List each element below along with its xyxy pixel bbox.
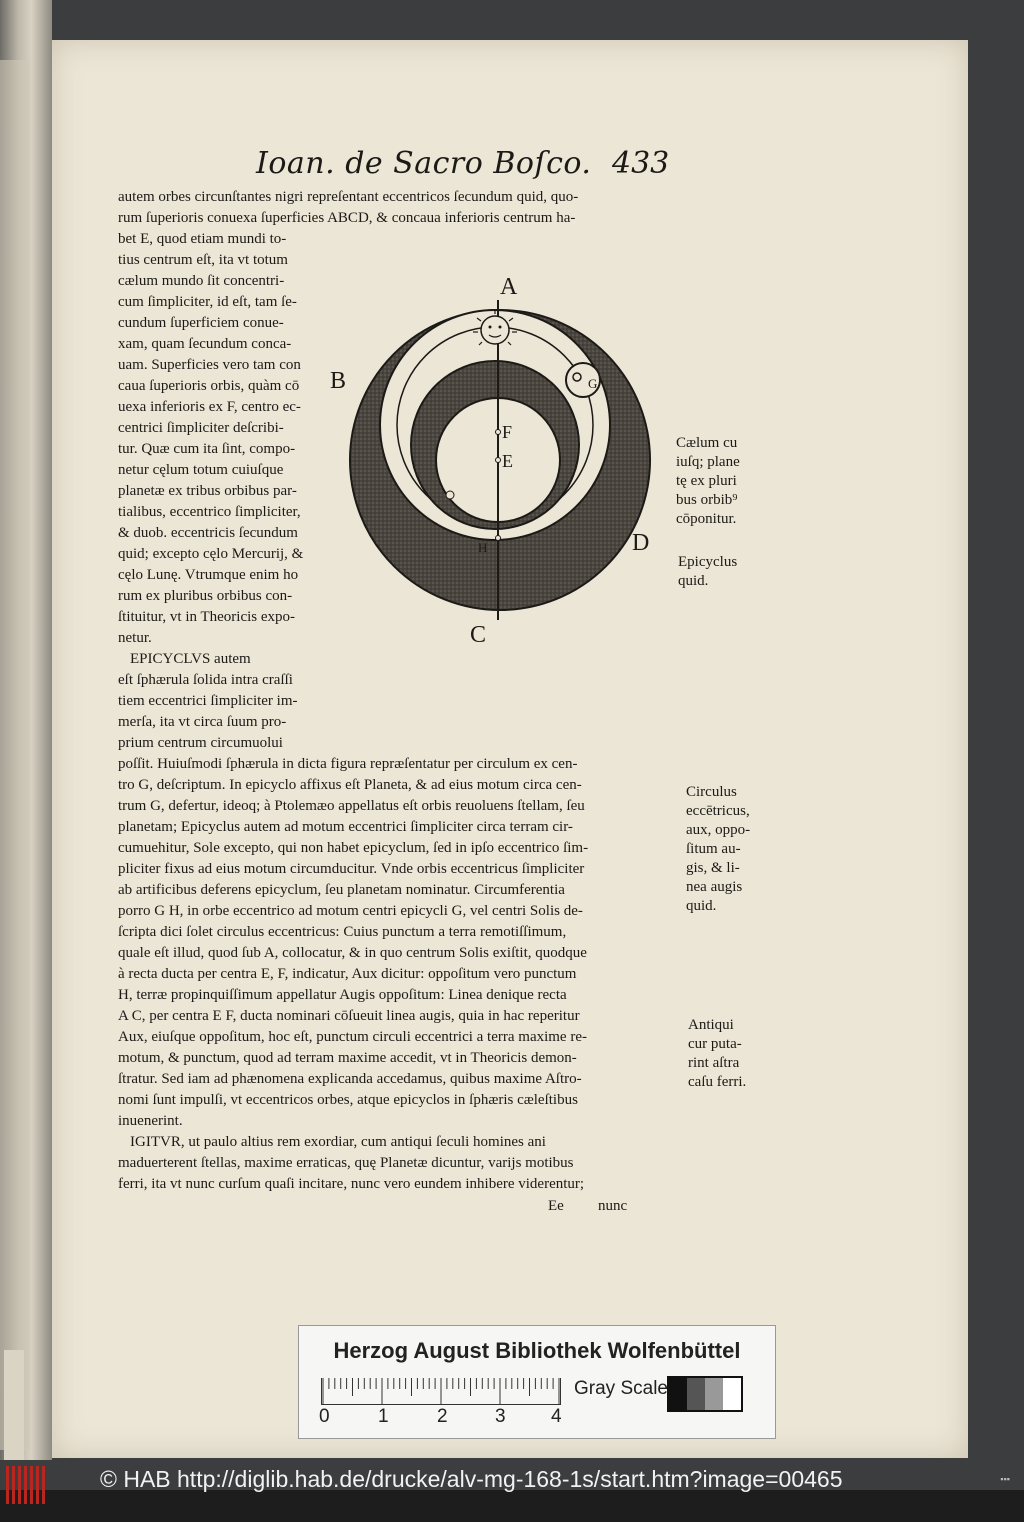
color-scale-card bbox=[298, 1325, 776, 1439]
planet-dot bbox=[446, 491, 454, 499]
text-line: quale eſt illud, quod ſub A, collocatur, & in quo centrum Solis exiſtit, quodque bbox=[118, 945, 587, 961]
text-line: caua ſuperioris orbis, quàm cō bbox=[118, 378, 300, 394]
margin-note-line: quid. bbox=[686, 898, 717, 914]
hab-logo-icon bbox=[6, 1466, 46, 1506]
text-line: IGITVR, ut paulo altius rem exordiar, cum antiqui ſeculi homines ani bbox=[130, 1134, 546, 1150]
margin-note-line: Cælum cu bbox=[676, 435, 738, 451]
text-line: A C, per centra E F, ducta nominari cōſueuit linea augis, quia in hac reperitur bbox=[118, 1008, 580, 1024]
text-line: ſtratur. Sed iam ad phænomena explicanda accedamus, quibus maxime Aſtro- bbox=[118, 1071, 582, 1087]
label-F: F bbox=[502, 422, 513, 442]
margin-note-line: caſu ferri. bbox=[688, 1074, 747, 1090]
catchword: nunc bbox=[598, 1198, 628, 1214]
text-line: netur. bbox=[118, 630, 152, 646]
label-D: D bbox=[632, 530, 650, 556]
margin-note-line: bus orbib⁹ bbox=[676, 492, 738, 508]
text-line: merſa, ita vt circa ſuum pro- bbox=[118, 714, 287, 730]
text-line: EPICYCLVS autem bbox=[130, 651, 251, 667]
text-line: quid; excepto cęlo Mercurij, & bbox=[118, 546, 304, 562]
ruler-number-1: 1 bbox=[378, 1406, 389, 1427]
label-E: E bbox=[502, 451, 513, 471]
margin-note-line: cōponitur. bbox=[676, 511, 737, 527]
text-line: uexa inferioris ex F, centro ec- bbox=[118, 399, 301, 415]
ruler-number-4: 4 bbox=[551, 1406, 562, 1427]
text-line: autem orbes circunſtantes nigri repreſentant eccentricos ſecundum quid, quo- bbox=[118, 189, 579, 205]
margin-note-line: iuſq; plane bbox=[676, 454, 740, 470]
shelf-label bbox=[4, 1350, 24, 1460]
margin-note-line: Epicyclus bbox=[678, 554, 738, 570]
text-line: ſtituitur, vt in Theoricis expo- bbox=[118, 609, 296, 625]
text-line: planetam; Epicyclus autem ad motum eccentrici ſimpliciter circa terram cir- bbox=[118, 819, 573, 835]
text-line: trum G, defertur, ideoq; à Ptolemæo appellatus eſt orbis reuoluens ſtellam, ſeu bbox=[118, 798, 585, 814]
text-line: tiem eccentrici ſimpliciter im- bbox=[118, 693, 298, 709]
text-line: tur. Quæ cum ita ſint, compo- bbox=[118, 441, 296, 457]
margin-note-line: eccētricus, bbox=[686, 803, 750, 819]
text-line: porro G H, in orbe eccentrico ad motum centri epicycli G, vel centri Solis de- bbox=[118, 903, 583, 919]
eccentric-orbs-diagram bbox=[330, 270, 660, 650]
label-H: H bbox=[478, 540, 488, 555]
text-line: H, terræ propinquiſſimum appellatur Augis oppoſitum: Linea denique recta bbox=[118, 987, 567, 1003]
gray-scale-label: Gray Scale bbox=[574, 1378, 668, 1399]
margin-note-line: aux, oppo- bbox=[686, 822, 751, 838]
text-line: prium centrum circumuolui bbox=[118, 735, 283, 751]
margin-note-line: Circulus bbox=[686, 784, 737, 800]
margin-note-line: Antiqui bbox=[688, 1017, 734, 1033]
text-line: cumuehitur, Sole excepto, qui non habet epicyclum, ſed in ipſo eccentrico ſim- bbox=[118, 840, 589, 856]
text-line: & duob. eccentricis ſecundum bbox=[118, 525, 298, 541]
text-line: cum ſimpliciter, id eſt, tam ſe- bbox=[118, 294, 297, 310]
text-line: planetæ ex tribus orbibus par- bbox=[118, 483, 297, 499]
running-title: Ioan. de Sacro Boſco. bbox=[256, 146, 592, 181]
ruler-number-2: 2 bbox=[437, 1406, 448, 1427]
text-line: poſſit. Huiuſmodi ſphærula in dicta figura repræſentatur per circulum ex cen- bbox=[118, 756, 578, 772]
text-line: ferri, ita vt nunc curſum quaſi incitare, nunc vero eundem inhibere viderentur; bbox=[118, 1176, 585, 1192]
margin-note-line: quid. bbox=[678, 573, 709, 589]
label-A: A bbox=[500, 274, 518, 300]
text-line: ab artificibus deferens epicyclum, ſeu planetam nominatur. Circumferentia bbox=[118, 882, 565, 898]
text-line: à recta ducta per centra E, F, indicatur, Aux dicitur: oppoſitum vero punctum bbox=[118, 966, 577, 982]
ruler-number-3: 3 bbox=[495, 1406, 506, 1427]
page-number: 433 bbox=[612, 146, 670, 181]
footer-bar bbox=[0, 1490, 1024, 1522]
text-line: cundum ſuperficiem conue- bbox=[118, 315, 284, 331]
text-line: ſcripta dici ſolet circulus eccentricus: Cuius punctum a terra remotiſſimum, bbox=[118, 924, 567, 940]
text-line: netur cęlum totum cuiuſque bbox=[118, 462, 284, 478]
text-line: uam. Superficies vero tam con bbox=[118, 357, 301, 373]
footer-link[interactable]: © HAB http://diglib.hab.de/drucke/alv-mg-168-1s/start.htm?image=00465 bbox=[100, 1466, 843, 1492]
text-line: tro G, deſcriptum. In epicyclo affixus eſt Planeta, & ad eius motum circa cen- bbox=[118, 777, 582, 793]
label-C: C bbox=[470, 622, 487, 648]
centimeter-ruler bbox=[321, 1378, 561, 1405]
margin-note-line: rint aſtra bbox=[688, 1055, 740, 1071]
text-line: tialibus, eccentrico ſimpliciter, bbox=[118, 504, 301, 520]
text-line: xam, quam ſecundum conca- bbox=[118, 336, 292, 352]
label-B: B bbox=[330, 368, 347, 394]
gray-scale-swatch bbox=[667, 1376, 743, 1412]
signature-mark: Ee bbox=[548, 1198, 564, 1214]
margin-note-line: ſitum au- bbox=[686, 841, 741, 857]
facing-page-edge bbox=[0, 60, 30, 1450]
text-line: motum, & punctum, quod ad terram maxime accedit, vt in Theoricis demon- bbox=[118, 1050, 577, 1066]
text-line: nomi ſunt impulſi, vt eccentricos orbes, atque epicyclos in ſphæris cæleſtibus bbox=[118, 1092, 578, 1108]
text-line: centrici ſimpliciter deſcribi- bbox=[118, 420, 284, 436]
text-line: maduerterent ſtellas, maxime erraticas, quę Planetæ dicuntur, varijs motibus bbox=[118, 1155, 574, 1171]
text-line: rum ex pluribus orbibus con- bbox=[118, 588, 293, 604]
corner-mark: ▪▪▪ bbox=[1000, 1474, 1010, 1484]
text-line: tius centrum eſt, ita vt totum bbox=[118, 252, 288, 268]
margin-note-line: tę ex pluri bbox=[676, 473, 737, 489]
text-line: cælum mundo ſit concentri- bbox=[118, 273, 285, 289]
text-line: inuenerint. bbox=[118, 1113, 183, 1129]
text-line: pliciter fixus ad eius motum circumducitur. Vnde orbis eccentricus ſimpliciter bbox=[118, 861, 585, 877]
label-G: G bbox=[588, 376, 598, 391]
library-name: Herzog August Bibliothek Wolfenbüttel bbox=[333, 1338, 741, 1363]
text-line: rum ſuperioris conuexa ſuperficies ABCD, & concaua inferioris centrum ha- bbox=[118, 210, 576, 226]
margin-note-line: nea augis bbox=[686, 879, 743, 895]
text-line: Aux, eiuſque oppoſitum, hoc eſt, punctum circuli eccentrici a terra maxime re- bbox=[118, 1029, 587, 1045]
margin-note-line: cur puta- bbox=[688, 1036, 742, 1052]
sun-symbol bbox=[481, 316, 509, 344]
text-line: bet E, quod etiam mundi to- bbox=[118, 231, 287, 247]
text-line: cęlo Lunę. Vtrumque enim ho bbox=[118, 567, 299, 583]
margin-note-line: gis, & li- bbox=[686, 860, 740, 876]
text-line: eſt ſphærula ſolida intra craſſi bbox=[118, 672, 293, 688]
ruler-number-0: 0 bbox=[319, 1406, 330, 1427]
